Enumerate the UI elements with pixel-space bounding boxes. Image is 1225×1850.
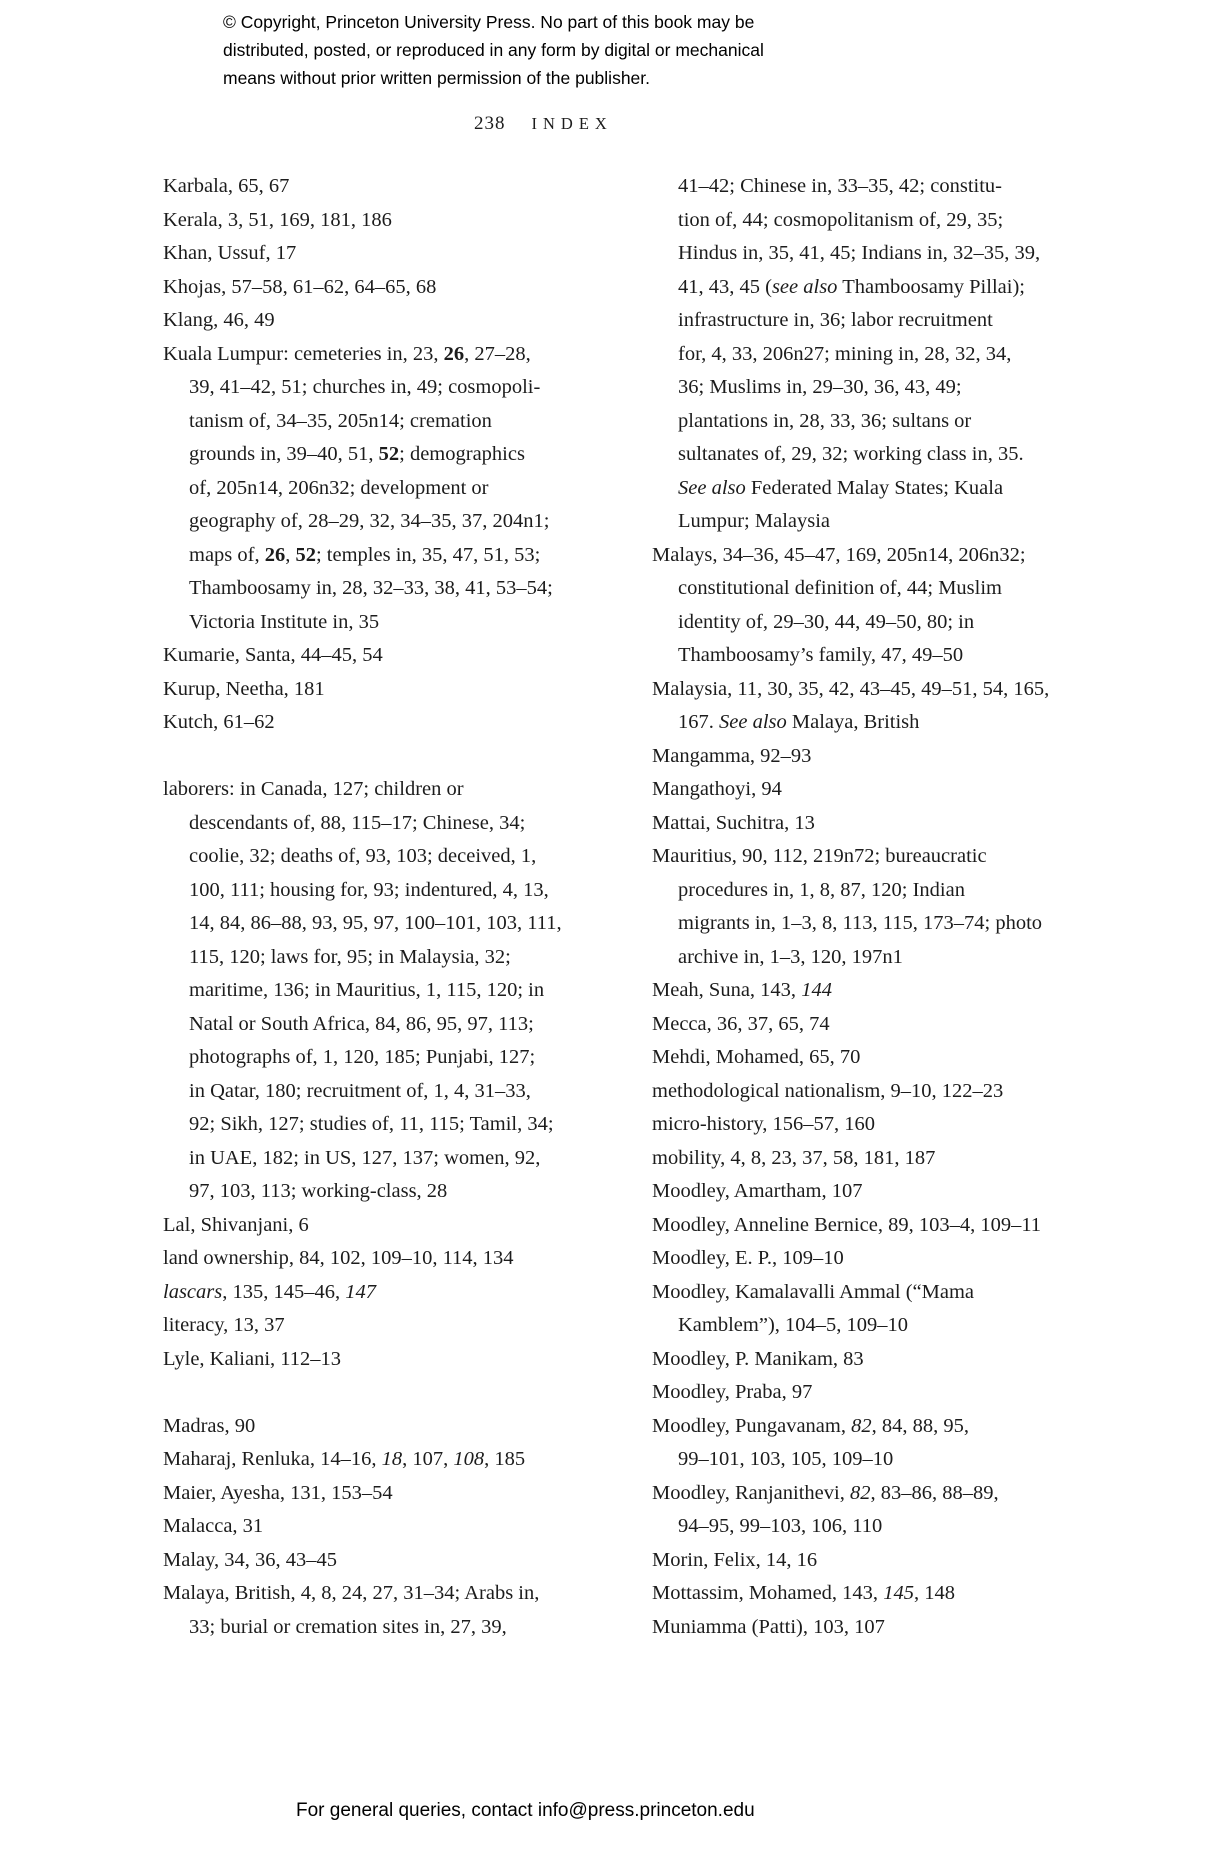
footer-contact: For general queries, contact info@press.princeton.edu [296, 1800, 755, 1821]
index-line: Karbala, 65, 67 [163, 175, 290, 197]
index-line: Victoria Institute in, 35 [189, 610, 380, 633]
index-line: of, 205n14, 206n32; development or [189, 476, 489, 499]
index-line: 167. See also Malaya, British [678, 711, 920, 733]
index-line: Hindus in, 35, 41, 45; Indians in, 32–35, 39, [678, 242, 1041, 264]
page-number: 238 [474, 113, 506, 134]
index-line: infrastructure in, 36; labor recruitment [678, 309, 993, 331]
index-line: Natal or South Africa, 84, 86, 95, 97, 113; [189, 1012, 534, 1035]
index-line: micro-history, 156–57, 160 [652, 1113, 876, 1135]
index-line: Mangathoyi, 94 [652, 778, 782, 800]
index-line: 33; burial or cremation sites in, 27, 39, [189, 1615, 507, 1638]
index-line: Malaya, British, 4, 8, 24, 27, 31–34; Arabs in, [163, 1582, 540, 1604]
index-line: 41, 43, 45 (see also Thamboosamy Pillai); [678, 275, 1025, 298]
index-line: Moodley, Kamalavalli Ammal (“Mama [652, 1280, 975, 1303]
copyright-notice [223, 8, 764, 92]
index-line: Maier, Ayesha, 131, 153–54 [163, 1481, 393, 1504]
index-line: Muniamma (Patti), 103, 107 [652, 1615, 885, 1638]
index-line: Kerala, 3, 51, 169, 181, 186 [163, 208, 392, 231]
index-line: descendants of, 88, 115–17; Chinese, 34; [189, 811, 526, 834]
index-line: for, 4, 33, 206n27; mining in, 28, 32, 34, [678, 342, 1012, 365]
index-line: 94–95, 99–103, 106, 110 [678, 1515, 883, 1537]
index-line: 100, 111; housing for, 93; indentured, 4, 13, [189, 878, 549, 901]
index-line: See also Federated Malay States; Kuala [678, 476, 1004, 499]
index-line: Malaysia, 11, 30, 35, 42, 43–45, 49–51, 54, 165, [652, 677, 1050, 700]
index-line: 97, 103, 113; working-class, 28 [189, 1180, 448, 1202]
index-line: Malay, 34, 36, 43–45 [163, 1548, 338, 1571]
index-line: archive in, 1–3, 120, 197n1 [678, 945, 903, 968]
index-line: migrants in, 1–3, 8, 113, 115, 173–74; photo [678, 912, 1043, 934]
blank-line [163, 1376, 628, 1410]
index-line: Thamboosamy’s family, 47, 49–50 [678, 644, 964, 666]
index-line: 39, 41–42, 51; churches in, 49; cosmopoli- [189, 376, 541, 398]
index-line: Mangamma, 92–93 [652, 744, 812, 767]
index-line: laborers: in Canada, 127; children or [163, 778, 464, 800]
index-line: plantations in, 28, 33, 36; sultans or [678, 409, 972, 432]
index-line: Mattai, Suchitra, 13 [652, 811, 815, 834]
copyright-line-3: means without prior written permission of the publisher. [223, 68, 651, 88]
index-line: methodological nationalism, 9–10, 122–23 [652, 1079, 1004, 1102]
index-line: Mehdi, Mohamed, 65, 70 [652, 1046, 861, 1068]
index-line: photographs of, 1, 120, 185; Punjabi, 127; [189, 1046, 536, 1068]
copyright-line-1: © Copyright, Princeton University Press. No part of this book may be [223, 12, 755, 32]
index-line: Lyle, Kaliani, 112–13 [163, 1347, 342, 1370]
index-line: Kutch, 61–62 [163, 711, 275, 733]
index-line: Malays, 34–36, 45–47, 169, 205n14, 206n32; [652, 543, 1026, 566]
index-line: constitutional definition of, 44; Muslim [678, 577, 1002, 599]
running-header [474, 113, 613, 135]
index-title: INDEX [531, 114, 613, 133]
copyright-line-2: distributed, posted, or reproduced in any form by digital or mechanical [223, 40, 764, 60]
index-line: 92; Sikh, 127; studies of, 11, 115; Tamil, 34; [189, 1113, 554, 1135]
index-line: Khan, Ussuf, 17 [163, 242, 297, 264]
index-line: 115, 120; laws for, 95; in Malaysia, 32; [189, 945, 511, 968]
index-line: tanism of, 34–35, 205n14; cremation [189, 409, 492, 432]
index-line: geography of, 28–29, 32, 34–35, 37, 204n1; [189, 510, 550, 532]
index-line: Morin, Felix, 14, 16 [652, 1548, 818, 1571]
index-line: Moodley, Ranjanithevi, 82, 83–86, 88–89, [652, 1481, 999, 1504]
index-line: Maharaj, Renluka, 14–16, 18, 107, 108, 185 [163, 1448, 526, 1470]
index-line: procedures in, 1, 8, 87, 120; Indian [678, 878, 965, 901]
index-line: lascars, 135, 145–46, 147 [163, 1280, 376, 1303]
index-line: mobility, 4, 8, 23, 37, 58, 181, 187 [652, 1146, 936, 1169]
index-line: Lal, Shivanjani, 6 [163, 1213, 309, 1236]
index-column-left [163, 170, 628, 1644]
index-line: Kamblem”), 104–5, 109–10 [678, 1314, 909, 1336]
index-line: Madras, 90 [163, 1414, 256, 1437]
index-line: Kumarie, Santa, 44–45, 54 [163, 644, 383, 666]
index-line: 14, 84, 86–88, 93, 95, 97, 100–101, 103, 111, [189, 912, 562, 934]
index-line: Moodley, P. Manikam, 83 [652, 1347, 864, 1370]
index-line: Kuala Lumpur: cemeteries in, 23, 26, 27–28, [163, 342, 531, 365]
index-line: 36; Muslims in, 29–30, 36, 43, 49; [678, 376, 962, 398]
index-line: Kurup, Neetha, 181 [163, 677, 325, 700]
index-line: Klang, 46, 49 [163, 309, 275, 331]
index-line: maps of, 26, 52; temples in, 35, 47, 51, 53; [189, 543, 541, 566]
index-line: Lumpur; Malaysia [678, 510, 831, 532]
index-line: land ownership, 84, 102, 109–10, 114, 134 [163, 1247, 514, 1269]
index-line: Meah, Suna, 143, 144 [652, 979, 832, 1001]
index-line: Malacca, 31 [163, 1515, 264, 1537]
index-line: Moodley, Praba, 97 [652, 1381, 813, 1403]
index-line: Khojas, 57–58, 61–62, 64–65, 68 [163, 275, 437, 298]
index-line: in Qatar, 180; recruitment of, 1, 4, 31–33, [189, 1079, 531, 1102]
index-line: coolie, 32; deaths of, 93, 103; deceived, 1, [189, 845, 537, 867]
index-line: Moodley, Anneline Bernice, 89, 103–4, 109–11 [652, 1213, 1042, 1236]
index-line: literacy, 13, 37 [163, 1314, 285, 1336]
index-line: Moodley, Pungavanam, 82, 84, 88, 95, [652, 1414, 969, 1437]
index-line: sultanates of, 29, 32; working class in, 35. [678, 443, 1024, 465]
index-line: maritime, 136; in Mauritius, 1, 115, 120; in [189, 979, 545, 1001]
index-line: in UAE, 182; in US, 127, 137; women, 92, [189, 1146, 541, 1169]
index-line: 41–42; Chinese in, 33–35, 42; constitu- [678, 175, 1002, 197]
index-line: tion of, 44; cosmopolitanism of, 29, 35; [678, 208, 1004, 231]
index-line: identity of, 29–30, 44, 49–50, 80; in [678, 610, 975, 633]
index-line: 99–101, 103, 105, 109–10 [678, 1448, 894, 1470]
index-column-right [652, 170, 1132, 1644]
index-line: Mottassim, Mohamed, 143, 145, 148 [652, 1582, 955, 1604]
index-line: Moodley, Amartham, 107 [652, 1180, 863, 1202]
index-line: Mecca, 36, 37, 65, 74 [652, 1012, 830, 1035]
blank-line [163, 740, 628, 774]
index-line: Thamboosamy in, 28, 32–33, 38, 41, 53–54; [189, 577, 553, 599]
index-line: Moodley, E. P., 109–10 [652, 1247, 844, 1269]
index-line: grounds in, 39–40, 51, 52; demographics [189, 443, 525, 465]
index-line: Mauritius, 90, 112, 219n72; bureaucratic [652, 845, 987, 867]
